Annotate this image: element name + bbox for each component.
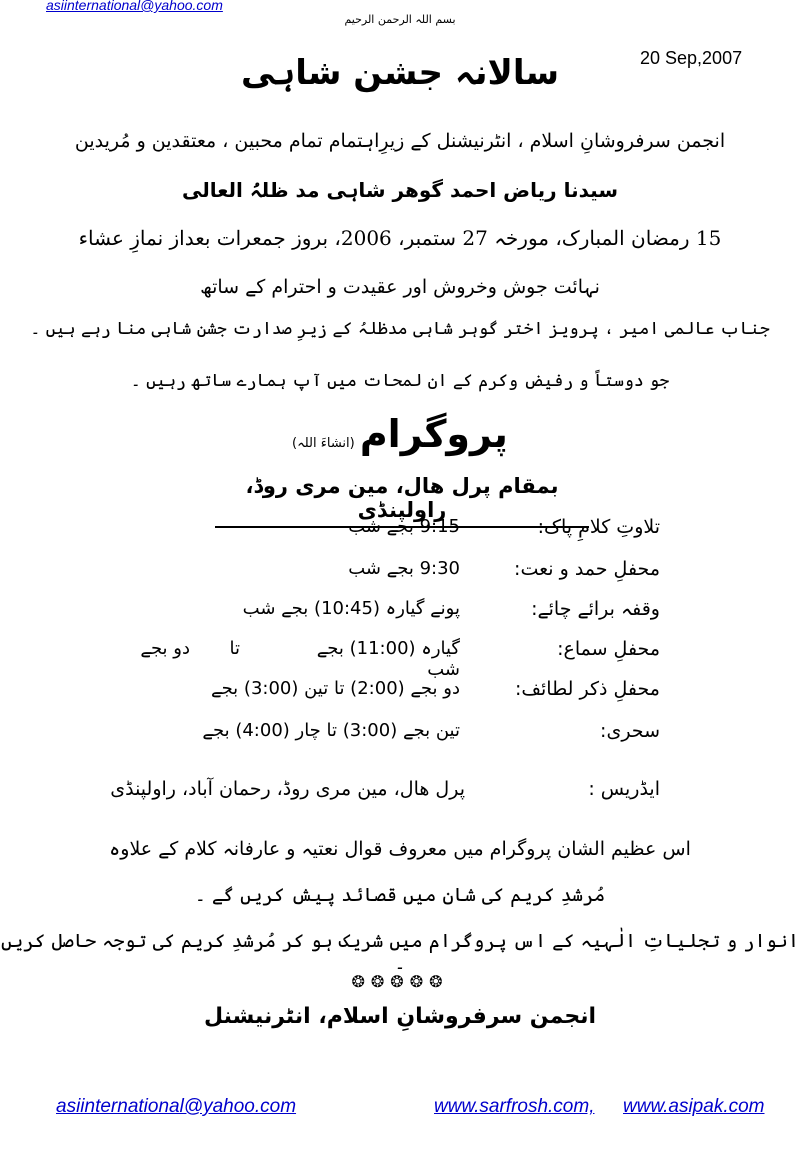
footer-email-link[interactable]: asiinternational@yahoo.com [56, 1096, 297, 1117]
schedule-time-sehri: تین بجے (3:00) تا چار (4:00) بجے [202, 720, 460, 741]
closing-paragraph-3: انوار و تجلیاتِ الٰہیہ کے اس پروگرام میں شریک ہو کر مُرشدِ کریم کی توجہ حاصل کریں ۔ [1, 930, 799, 974]
schedule-label-tilawat: تلاوتِ کلامِ پاک: [537, 516, 660, 538]
schedule-time-hamd: 9:30 بجے شب [348, 558, 460, 579]
schedule-time-sama: گیارہ (11:00) بجے شب [316, 638, 460, 680]
intro-line-presidency: جناب عالمی امیر ، پرویز اختر گوہر شاہی مدظلہُ کے زیرِ صدارت جشن شاہی منا رہے ہیں ۔ [30, 319, 770, 339]
schedule-label-hamd: محفلِ حمد و نعت: [514, 558, 660, 580]
schedule-label-sehri: سحری: [600, 720, 660, 742]
schedule-time-tilawat: 9:15 بجے شب [348, 516, 460, 537]
program-title: پروگرام [359, 412, 508, 456]
intro-line-invitation: جو دوستاً و رفیض وکرم کے ان لمحات میں آپ ہمارے ساتھ رہیں ۔ [130, 371, 670, 391]
document-date: 20 Sep,2007 [640, 48, 743, 68]
schedule-label-sama: محفلِ سماع: [557, 638, 660, 660]
footer-link-asipak[interactable]: www.asipak.com [623, 1096, 765, 1117]
schedule-sama-to: تا [229, 638, 240, 659]
organization-name: انجمن سرفروشانِ اسلام، انٹرنیشنل [203, 1004, 596, 1029]
schedule-label-zikr: محفلِ ذکر لطائف: [514, 678, 660, 700]
program-heading [0, 412, 800, 456]
program-note: (انشاءَ اللہ) [292, 436, 355, 451]
schedule-label-tea: وقفہ برائے چائے: [531, 598, 660, 620]
footer-link-sarfrosh[interactable]: www.sarfrosh.com, [434, 1096, 595, 1117]
intro-line-patron: سیدنا ریاض احمد گوھر شاہی مد ظلہُ العالی [182, 178, 618, 202]
schedule-time-tea: پونے گیارہ (10:45) بجے شب [242, 598, 460, 619]
intro-line-enthusiasm: نہائت جوش وخروش اور عقیدت و احترام کے ساتھ [200, 276, 600, 298]
address-value: پرل ھال، مین مری روڈ، رحمان آباد، راولپنڈی [110, 778, 465, 800]
intro-line-organizers: انجمن سرفروشانِ اسلام ، انٹرنیشنل کے زیرِاہتمام تمام محبین ، معتقدین و مُریدین [74, 130, 726, 152]
header-email-link[interactable]: asiinternational@yahoo.com [46, 0, 223, 13]
ornament-divider: ❂❂❂❂❂ [351, 972, 449, 991]
schedule-sama-end: دو بجے [140, 638, 190, 659]
closing-paragraph-1: اس عظیم الشان پروگرام میں معروف قوال نعتیہ و عارفانہ کلام کے علاوہ [109, 838, 691, 860]
closing-paragraph-2: مُرشدِ کریم کی شان میں قصائد پیش کریں گے ۔ [194, 884, 606, 906]
address-label: ایڈریس : [588, 778, 660, 800]
intro-line-date: 15 رمضان المبارک، مورخہ 27 ستمبر، 2006، بروز جمعرات بعداز نمازِ عشاء [78, 226, 722, 250]
program-venue: بمقام پرل ھال، مین مری روڈ، راولپنڈی [215, 474, 589, 528]
bismillah-text: بسم اللہ الرحمن الرحیم [344, 13, 456, 26]
page-title: سالانہ جشن شاہی [240, 53, 560, 93]
schedule-time-zikr: دو بجے (2:00) تا تین (3:00) بجے [211, 678, 460, 699]
